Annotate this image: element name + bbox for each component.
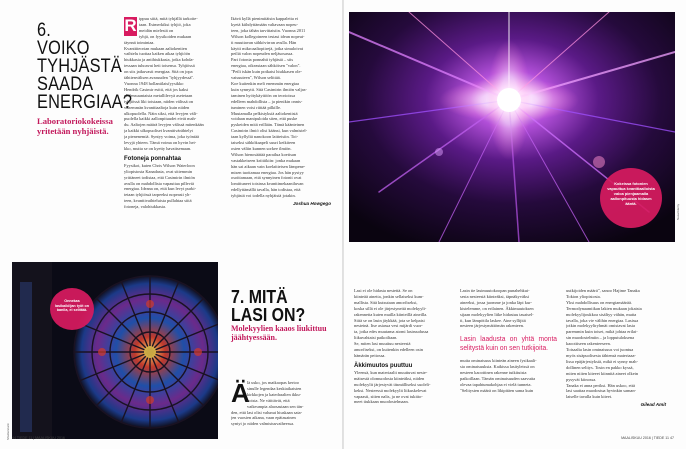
text-line: tuminen voisi riittää pilkille. (231, 104, 281, 110)
article7-byline: Gilead Amit (640, 402, 666, 408)
article6-headline (37, 20, 133, 113)
headline-line: ENERGIAA? (37, 92, 133, 113)
text-line: ippuu siitä, mitä tyhjällä tarkoite- (139, 16, 198, 21)
article7-headline (231, 288, 317, 323)
text-line: kyetä kiihdyttämään valtavaan nopeu- (231, 21, 298, 27)
text-line: hän sai aikaan vain koelaitteisen lämpene- (231, 163, 306, 169)
headline-line: 7. MITÄ (231, 286, 288, 307)
text-line: Ikävä kyllä pienimitäisin kappaleita ei (231, 16, 299, 21)
article7-column-1 (231, 380, 331, 427)
text-line: teen, kvanttivaihteluista pullahtaa siitä (124, 198, 192, 204)
text-line: käytti mikroaaltopiirejä, jotka simuloivat (231, 45, 303, 51)
text-line: sijaan molekyylien liike hidastuu tasaisel- (460, 311, 534, 317)
article6-col1-body-b (124, 163, 216, 210)
article7-pullquote: Lasin laadusta on yhtä monta selitystä kuin on sen tutkijoita. (460, 334, 558, 352)
footer-right: MAALISKUU 2016 | TIEDE 11 47 (621, 436, 674, 440)
article6-col2-body (231, 16, 331, 199)
text-line: Wilson kollegoineen testasi idean nopeut- (231, 33, 305, 39)
text-line: Yleensä, kun materiaalit muuttuvat neste- (354, 369, 428, 375)
text-line: Wilson hienosäätää parailua koetisan (231, 151, 297, 157)
text-line: tyhjiössä liki toisiaan, niiden välissä on (124, 98, 194, 104)
text-line: Tanaka ei anna periksi. Hän uskoo, että (566, 382, 635, 388)
text-line: osien väliin kunnen sorkee ilmiön. (231, 145, 292, 151)
text-line: lomittuneet toisinsa kvanttimekaaniluvan (231, 181, 304, 187)
text-line: mutta ominaisuus kiinteän aineen fysikaali- (460, 358, 537, 364)
text-line: Yksi mahdollisuus on energiamäärää. (566, 299, 633, 305)
page-gutter (342, 0, 344, 449)
article6-dropcap: R (124, 16, 137, 35)
text-line: misen tuottamaa energiaa. Jos hän pystyy (231, 169, 304, 175)
rose-window-caption: Onnekas lasikaikiljan työt on banila, ei selittää. (50, 288, 94, 330)
text-line: vaisuuteen", Wilson selittää. (231, 75, 281, 81)
headline-line: TYHJÄSTÄ (37, 56, 122, 77)
article6-column-1 (124, 16, 216, 210)
text-line: taan kyllyliä nanokoon laitteisiin. Toi- (231, 134, 299, 140)
photo-credit: Nasa/Alamy (676, 203, 680, 220)
text-line: ulkopuolella. Näin siksi, että levyjen väli- (124, 110, 198, 116)
text-line: edellyttämällä tavalla, hän todistaa, että (231, 187, 301, 193)
text-line: lä usko, jos matkaopas kertoo (247, 380, 300, 385)
text-line: Vuonna 1948 hollantilaisfyysikko (124, 80, 184, 86)
photo-credit: Shutterstock (6, 423, 10, 440)
text-line: vastakkeiseen kriitiikiin: jonka mukaan (231, 157, 301, 163)
text-line: pysyvät kiinossa. (566, 376, 597, 382)
text-line: tyhjä, on fyysikoiden mukaan (139, 33, 192, 39)
text-line: yliopistosta Kanadasta, ovat sittemmin (124, 168, 193, 174)
text-line: paikoillaan. Tämän ominaisuuden saavutta (460, 375, 536, 381)
text-line: sin muodostelmiin – ja lopputuloksena (566, 335, 635, 341)
text-line: tessaan tuhoavat heti toisensa. Tyhjiössä (124, 63, 195, 69)
text-line: Casimirin ilmiö olisi käänsi, kun valmistel- (231, 128, 308, 134)
article7-column-3 (460, 288, 558, 394)
article7-dropcap: Ä (231, 378, 250, 408)
text-line: lissa epäjärjestyksiä, mikä ei synny mah- (566, 358, 638, 364)
article7-col4-body (566, 288, 666, 400)
text-line: sesta nesteestä kiinteäksi, täpnäkyväksi (460, 293, 530, 299)
text-line: energiaa. Ideana on, että kun levyt purki- (124, 186, 197, 192)
text-line: Toisaalta lasin ominaisuus voi juontua (566, 347, 634, 353)
text-line: kiinteää ainetta, jonkin sellaiseksi kum- (354, 293, 424, 299)
article7-col3-body (460, 288, 558, 329)
text-line: tähtienvälisen avaruuden "tyhjyydessä". (124, 75, 195, 81)
text-line: uutkijoiden määrä", sanoo Hajime Tanaka (566, 288, 640, 293)
light-burst-caption: Kokeissa fotonien vapauttua kvanttiaalloista valoa pienjaamalla aallonpituusta hidasm ääntä. (600, 168, 662, 228)
text-line: hämärän peitossa. (354, 352, 386, 358)
text-line: energiaa, oikeastaan sähköisen "valon". (231, 63, 301, 69)
article6-col1-body (124, 16, 216, 152)
text-line: voidaan manipuloida siten, että puske (231, 116, 298, 122)
text-line: den, että lasi olisi valunut hiuskaan sata- (231, 409, 303, 415)
text-line: levyjä yhteen. Tämä voima on hyvin hei- (124, 140, 197, 146)
rose-window-photo (12, 262, 218, 439)
text-line: kaoottiseen rakenteeseen. (566, 341, 611, 347)
headline-line: LASI ON? (231, 303, 306, 325)
text-line: taan. Esimerkiksi tyhjiö, joka (139, 21, 191, 27)
text-line: molekyylijoukkoa sisältyy vähän, mutta (566, 311, 637, 317)
text-line: ja kaikki ulkopuoliset kvanttivärähtelyt (124, 128, 193, 134)
text-line: taminen hyötykäyttöön on teorioissa (231, 92, 296, 98)
text-line: jen vuosien aikana, vaan epätasainen (231, 415, 296, 421)
article6-byline: Joshua Howgego (292, 201, 331, 207)
text-line: vaikeumpia alaosastaan sen tän- (247, 403, 304, 409)
text-line: meet tiukkaan muodostelmaan. (354, 399, 409, 405)
text-line: tavalla, joka vie välihin energiaa. Lasissa (566, 317, 639, 323)
text-line: ta, jotka edes muutama atomi lasiruudussa (354, 329, 429, 335)
article7-subheadline: Molekyylien kaaos liukittuu jäähtyessään. (231, 324, 327, 342)
text-line: rakennetta kuten muilla kiinteillä aineilla. (354, 311, 428, 317)
text-line: olevaa tapahtumakohjaa ei vielä tunneta. (460, 381, 532, 387)
article6-column-2 (231, 16, 331, 207)
text-line: vähemmän kvanttiaaltoja kuin niiden (124, 104, 190, 110)
text-line: teen, joka tähän tarvittaisiin. Vuonna 2011 (231, 27, 306, 33)
text-line: Pari fotonia ponnahti tyhjästä – siis (231, 57, 294, 63)
article7-column-2 (354, 288, 452, 405)
text-line: edelleen mahdollista – ja pienikin onnis- (231, 98, 303, 104)
text-line: tyhjästä voi todella nyhjäistä jotakin. (231, 193, 296, 199)
text-line: hiukkasia ja antihiukkasia, jotka kohda- (124, 57, 194, 63)
text-line: liikuvahtaisi paikoiltaan. (354, 335, 398, 341)
text-line: amorfiseksi, on kuitenkin edelleen osin (354, 347, 423, 353)
text-line: fotoneja, valohiukkasia. (124, 204, 167, 210)
text-line: kirkkojen ja katedraalien ikku- (247, 391, 302, 397)
text-line: taiseksi sähkökaapeli suuri keikiteen (231, 140, 296, 146)
text-line: ti, kun lämpötila laskee. Aine syllijitä (460, 317, 526, 323)
text-line: puolella kaikki aallonpituudet eivät mah- (124, 116, 197, 122)
text-line: kko, mutta se on kyetty havaitsemaan. (124, 145, 192, 151)
text-line: Hendrik Casimir esitti, että jos kaksi (124, 86, 189, 92)
text-line: nesteen kaoottinen rakenne tutkituista (460, 369, 527, 375)
text-line: on siis jatkuvasti energiaa. Sitä on jopa (124, 69, 193, 75)
text-line: molekyylit järjestyvät täsmälliseksi suoleli- (354, 381, 431, 387)
article7-col3-body-b (460, 358, 558, 393)
text-line: dollinen selitys. Tosin en pakko kyssä, (566, 364, 634, 370)
text-line: nesteinä. Itse asiassa vesi mijärdi vuor- (354, 323, 423, 329)
text-line: osoittamaan, että synnyinen fotonit ovat (231, 175, 302, 181)
text-line: ja pienenemiä. Syntyy voima, joka työntää (124, 134, 199, 140)
article7-col2-body-b (354, 370, 452, 405)
text-line: avulla on mahdollista vapauttaa pilleviä (124, 180, 194, 186)
text-line: yrittäneet todistaa, että Casimirin ilmiön (124, 174, 195, 180)
text-line: koska sillä ei ole järjestyneitä molekyyli- (354, 305, 427, 311)
text-line: mäisestä olomuodosta kiinteäksi, niiden (354, 375, 425, 381)
text-line: kuin synnytti. Sitä Casimirin ilmiön valjas- (231, 86, 307, 92)
text-line: sinulle legendaa keskiaikaisten (247, 385, 302, 391)
text-line: noista. Ne väittävät, että (247, 397, 290, 403)
text-line: nesteen järjestymättömän rakenteen. (460, 323, 525, 329)
text-line: peiliä valon nopeuden neljäsosassa. (231, 51, 294, 57)
text-line: vapaasti, sitten nalis, ja ne ovat tukitto- (354, 393, 423, 399)
text-line: keksi. Nesteessä molekyylit liikuskelevat (354, 387, 427, 393)
text-line: täynnä toimintaa. (124, 39, 155, 45)
text-line: aineeksi, jossa juomme ja jonka läpi kur- (460, 299, 532, 305)
text-line: miten niiten kiteeet kiinnitä aineet olkein (566, 370, 639, 376)
article6-subheadline: Laboratoriokokeissa yritetään nyhjäistä. (37, 116, 113, 136)
rose-window-illustration (12, 262, 218, 439)
text-line: Lasin tie lasimuutokoopan punahehkui- (460, 288, 530, 293)
text-line: kistelemme, on erilainen. Äkkimuutoksen (460, 305, 534, 311)
text-line: mallista. Sitä kutsutaan amorfiseksi, (354, 299, 418, 305)
article7-section-heading: Äkkimuutos puuttuu (354, 362, 413, 369)
text-line: Se, miten lasi muuttuu nesteestä (354, 341, 411, 347)
text-line: vaihtelu tuottaa kaiken aikaa tyhjiöön (124, 51, 191, 57)
text-line: meidän mielestä on (139, 27, 174, 33)
text-line: Termodynaamiikan lakien mukaan jokaista (566, 305, 642, 311)
text-line: Koe kuitenkin meli enemmän energiaa (231, 80, 299, 86)
text-line: du. Aaltojen määrä levyjen välissä mitenkään (124, 122, 204, 128)
text-line: laiselle tavalla kuin kiteet. (566, 394, 613, 400)
article7-col2-body (354, 288, 452, 359)
text-line: Lasi ei ole hidasta nestettä. Se on (354, 288, 413, 293)
text-line: tetaan tyhjiössä tarpeeksi nopeasti yh- (124, 192, 191, 198)
text-line: Tokion yliopistosta. (566, 293, 601, 299)
text-line: Muutamalla pelkistyksiä aaltokentistä (231, 110, 298, 116)
article6-section-heading: Fotoneja ponnahtaa (124, 155, 181, 162)
text-line: Fyysikot, kuten Chris Wilson Waterloon (124, 162, 195, 168)
text-line: paremmin kuin toiset, mikä johtaa erilai- (566, 329, 638, 335)
text-line: lasi saattaa muodostua hyvinkin saman- (566, 388, 636, 394)
article7-column-4 (566, 288, 666, 408)
text-line: "Peili iskän kuin potkaisi hiukkasen ole- (231, 69, 302, 75)
text-line: pyskeiden mitä erillään. Tämä käänteinen (231, 122, 305, 128)
headline-line: SAADA (37, 74, 94, 95)
text-line: Siitä se on lasin jäykkää, jota se kelpaisi (354, 317, 425, 323)
text-line: yhdensuuntaista metallilevyä asetetaan (124, 92, 193, 98)
text-line: sia ominaisuuksia. Kaikissa lasityleissä on (460, 364, 535, 370)
text-line: "Selitysten määrä on likipitäen sama kuin (460, 387, 534, 393)
text-line: jotkin molekyyliryhmät omistavat lasia (566, 323, 635, 329)
headline-line: 6. VOIKO (37, 20, 90, 59)
text-line: myös sisäpuolisesta tähtensä materiaaa- (566, 352, 636, 358)
text-line: ti muuttavan sähkövirran avulla. Hän (231, 39, 297, 45)
footer-left: 44 TIEDE 11 | MAALISKUU 2016 (12, 436, 65, 440)
text-line: syntyi jo niiden valmistusvaiheessa. (231, 421, 295, 427)
text-line: Kvanttiteorian mukaan aaltokentien (124, 45, 187, 51)
